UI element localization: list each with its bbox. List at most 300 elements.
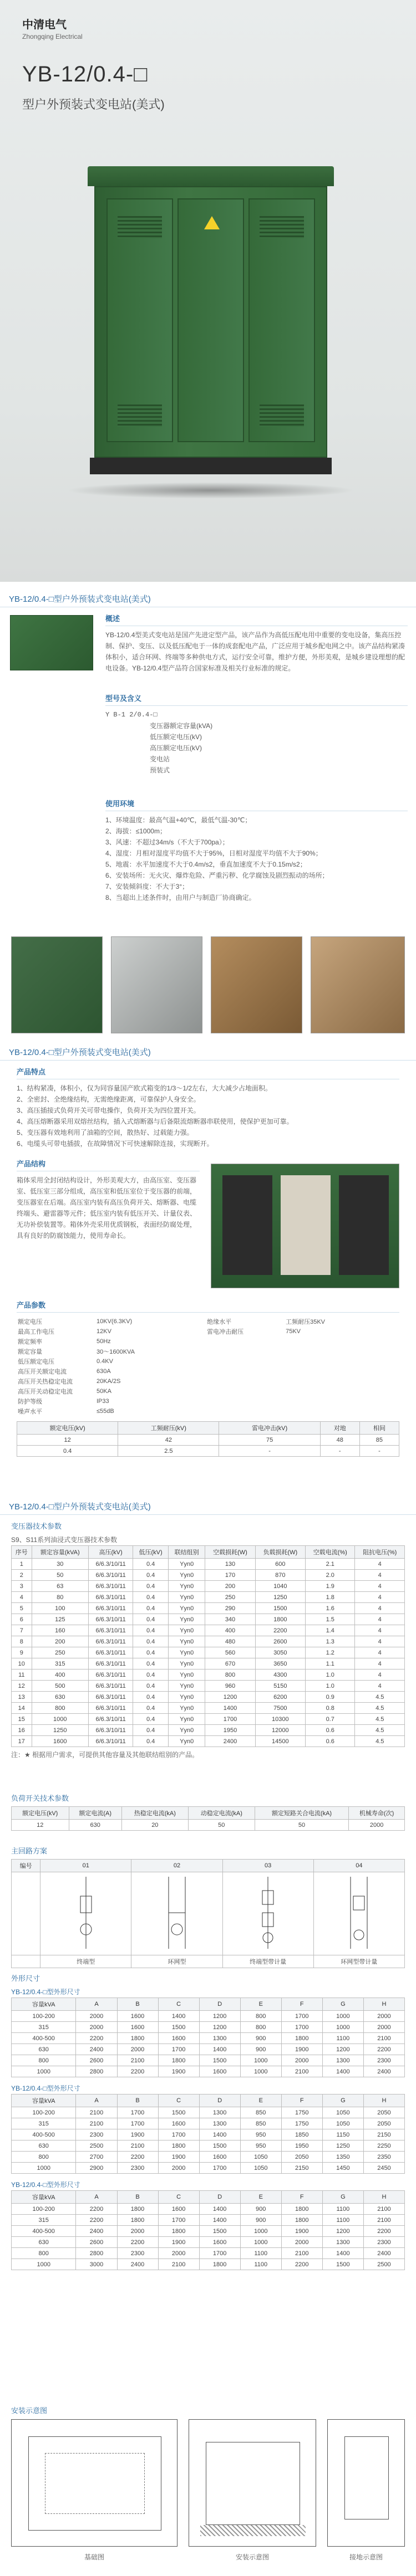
feature-item: 3、高压插接式负荷开关可带电操作，负荷开关为四位置开关。 bbox=[17, 1107, 200, 1114]
table-cell: 6/6.3/10/11 bbox=[89, 1592, 133, 1603]
table-cell: 0.4 bbox=[133, 1725, 169, 1736]
table-cell: 7500 bbox=[255, 1703, 305, 1714]
table-cell: 63 bbox=[32, 1581, 88, 1592]
table-cell: 2300 bbox=[117, 2248, 158, 2259]
table-cell: 2800 bbox=[76, 2066, 117, 2077]
table-cell: 1.8 bbox=[305, 1592, 354, 1603]
transformer-row bbox=[12, 1681, 405, 1692]
table-header-cell: F bbox=[281, 1998, 322, 2011]
table-cell: 4 bbox=[355, 1559, 405, 1570]
table-cell: 0.4 bbox=[133, 1581, 169, 1592]
table-cell: 870 bbox=[255, 1570, 305, 1581]
transformer-row bbox=[12, 1725, 405, 1736]
table-header-cell: E bbox=[240, 2094, 281, 2107]
table-cell: 1900 bbox=[158, 2066, 199, 2077]
table-cell: 2500 bbox=[76, 2140, 117, 2152]
table-header-cell: 高压(kV) bbox=[89, 1546, 133, 1559]
table-cell: 1850 bbox=[281, 2129, 322, 2140]
table-cell: 0.4 bbox=[133, 1647, 169, 1658]
table-cell: 1600 bbox=[158, 2204, 199, 2215]
dims-group-label: YB-12/0.4-□型外形尺寸 bbox=[11, 1988, 80, 1996]
table-header-cell: B bbox=[117, 1998, 158, 2011]
table-cell: 17 bbox=[12, 1736, 32, 1747]
table-cell: 600 bbox=[255, 1559, 305, 1570]
switch-table-title: 负荷开关技术参数 bbox=[11, 1794, 69, 1802]
table-cell: 8 bbox=[12, 1636, 32, 1647]
transformer-row bbox=[12, 1570, 405, 1581]
table-cell: 960 bbox=[205, 1681, 255, 1692]
product-photo-3 bbox=[211, 936, 302, 1033]
table-cell: 2100 bbox=[158, 2259, 199, 2270]
table-cell: 130 bbox=[205, 1559, 255, 1570]
table-cell: 1040 bbox=[255, 1581, 305, 1592]
table-cell: 6/6.3/10/11 bbox=[89, 1581, 133, 1592]
table-cell: 900 bbox=[240, 2044, 281, 2055]
table-cell: 2150 bbox=[363, 2129, 404, 2140]
table-cell: 2000 bbox=[76, 2011, 117, 2022]
transformer-row bbox=[12, 1592, 405, 1603]
foundation-drawing bbox=[11, 2419, 177, 2547]
transformer-table-subtitle: S9、S11系列油浸式变压器技术参数 bbox=[11, 1536, 118, 1544]
table-cell: 0.8 bbox=[305, 1703, 354, 1714]
table-cell: 1600 bbox=[199, 2237, 240, 2248]
install-title: 安装示意图 bbox=[11, 2406, 48, 2415]
table-header-cell: 低压(kV) bbox=[133, 1546, 169, 1559]
table-cell: Yyn0 bbox=[169, 1681, 205, 1692]
scheme-block bbox=[11, 1845, 405, 1968]
table-cell: 1300 bbox=[199, 2107, 240, 2118]
table-cell: 1000 bbox=[240, 2237, 281, 2248]
table-cell: 1800 bbox=[158, 2055, 199, 2066]
table-cell: 4.5 bbox=[355, 1714, 405, 1725]
overview-title: 概述 bbox=[105, 613, 408, 626]
table-header-cell: E bbox=[240, 1998, 281, 2011]
table-cell: 2500 bbox=[363, 2259, 404, 2270]
table-cell: 10 bbox=[12, 1658, 32, 1669]
table-cell: 1700 bbox=[199, 2248, 240, 2259]
table-cell: 2400 bbox=[363, 2248, 404, 2259]
table-cell: 6/6.3/10/11 bbox=[89, 1681, 133, 1692]
table-cell: 50 bbox=[255, 1820, 348, 1831]
table-cell: Yyn0 bbox=[169, 1692, 205, 1703]
table-cell: 1100 bbox=[240, 2259, 281, 2270]
table-cell: 0.9 bbox=[305, 1692, 354, 1703]
table-cell: 170 bbox=[205, 1570, 255, 1581]
table-cell: 2100 bbox=[363, 2215, 404, 2226]
table-cell: 1700 bbox=[281, 2011, 322, 2022]
table-cell: 2200 bbox=[363, 2044, 404, 2055]
dims-row bbox=[12, 2237, 405, 2248]
table-cell: 2800 bbox=[76, 2248, 117, 2259]
table-header-cell: 额定容量(kVA) bbox=[32, 1546, 88, 1559]
table-cell: 100-200 bbox=[12, 2011, 76, 2022]
feature-item: 5、变压器有效地利用了油箱的空间，散热好、过载能力强。 bbox=[17, 1129, 194, 1136]
table-header-cell: 空载电流(%) bbox=[305, 1546, 354, 1559]
table-cell: 4 bbox=[355, 1636, 405, 1647]
caption-ground: 接地示意图 bbox=[349, 2553, 383, 2561]
model-line: 变电站 bbox=[150, 755, 170, 763]
table-cell: 1800 bbox=[255, 1614, 305, 1625]
structure-block bbox=[17, 1158, 200, 1241]
table-cell: Yyn0 bbox=[169, 1636, 205, 1647]
table-cell: 900 bbox=[240, 2204, 281, 2215]
table-cell: 250 bbox=[205, 1592, 255, 1603]
table-header-cell: 容量kVA bbox=[12, 2094, 76, 2107]
table-cell: 0.4 bbox=[133, 1592, 169, 1603]
table-header-cell: 阻抗电压(%) bbox=[355, 1546, 405, 1559]
table-cell: Yyn0 bbox=[169, 1625, 205, 1636]
table-cell: 4 bbox=[355, 1647, 405, 1658]
table-cell: 1.3 bbox=[305, 1636, 354, 1647]
table-cell: 0.4 bbox=[133, 1669, 169, 1681]
table-cell: 0.4 bbox=[133, 1692, 169, 1703]
table-cell: 0.4 bbox=[133, 1625, 169, 1636]
table-cell: 7 bbox=[12, 1625, 32, 1636]
feature-item: 6、电缆头可带电插拔，在故障情况下可快速解除连接，实现断开。 bbox=[17, 1140, 214, 1148]
dims-row bbox=[12, 2118, 405, 2129]
scheme-diagram-03 bbox=[246, 1874, 290, 1952]
table-cell: 0.4 bbox=[133, 1559, 169, 1570]
table-cell: 1300 bbox=[322, 2055, 363, 2066]
model-line: 变压器额定容量(kVA) bbox=[150, 722, 213, 730]
table-cell: 630 bbox=[69, 1820, 121, 1831]
table-cell: 2000 bbox=[281, 2237, 322, 2248]
table-cell: 1600 bbox=[199, 2152, 240, 2163]
table-cell: 800 bbox=[12, 2248, 76, 2259]
table-header-cell: D bbox=[199, 2191, 240, 2204]
table-cell: 2150 bbox=[281, 2163, 322, 2174]
table-cell: 4.5 bbox=[355, 1736, 405, 1747]
table-cell: 6/6.3/10/11 bbox=[89, 1614, 133, 1625]
table-cell: 125 bbox=[32, 1614, 88, 1625]
table-cell: 1000 bbox=[322, 2022, 363, 2033]
table-cell: 50 bbox=[32, 1570, 88, 1581]
table-cell: 0.4 bbox=[133, 1603, 169, 1614]
table-cell: 12000 bbox=[255, 1725, 305, 1736]
table-cell: 6/6.3/10/11 bbox=[89, 1736, 133, 1747]
dims-table bbox=[11, 2190, 405, 2270]
table-cell: 2050 bbox=[363, 2107, 404, 2118]
product-subtitle: 型户外预装式变电站(美式) bbox=[22, 98, 165, 111]
overview-block bbox=[105, 613, 408, 674]
table-cell: 10300 bbox=[255, 1714, 305, 1725]
table-cell: Yyn0 bbox=[169, 1725, 205, 1736]
table-cell: 1500 bbox=[158, 2107, 199, 2118]
table-cell: 100 bbox=[32, 1603, 88, 1614]
scheme-diagram-02 bbox=[155, 1874, 199, 1952]
condition-item: 7、安装倾斜度：不大于3°； bbox=[105, 883, 189, 890]
table-cell: 1300 bbox=[199, 2118, 240, 2129]
table-header-cell: 热稳定电流(kA) bbox=[121, 1807, 188, 1820]
table-cell: 2200 bbox=[363, 2226, 404, 2237]
table-cell: 12 bbox=[12, 1820, 69, 1831]
table-cell: 6/6.3/10/11 bbox=[89, 1658, 133, 1669]
table-cell: 1900 bbox=[158, 2237, 199, 2248]
features-title: 产品特点 bbox=[17, 1066, 399, 1079]
table-cell: 1950 bbox=[281, 2140, 322, 2152]
table-cell: 13 bbox=[12, 1692, 32, 1703]
table-cell: 2700 bbox=[76, 2152, 117, 2163]
table-cell: 2200 bbox=[76, 2204, 117, 2215]
table-cell: 400 bbox=[205, 1625, 255, 1636]
transformer-table-title: 变压器技术参数 bbox=[11, 1522, 62, 1530]
table-cell: 480 bbox=[205, 1636, 255, 1647]
table-cell: 800 bbox=[32, 1703, 88, 1714]
table-cell: 1200 bbox=[205, 1692, 255, 1703]
table-header-cell: A bbox=[76, 2191, 117, 2204]
condition-item: 5、地震：水平加速度不大于0.4m/s2，垂直加速度不大于0.15m/s2； bbox=[105, 861, 307, 868]
table-header-cell: 额定电流(A) bbox=[69, 1807, 121, 1820]
table-cell: 0.4 bbox=[133, 1636, 169, 1647]
table-header-cell: 负载损耗(W) bbox=[255, 1546, 305, 1559]
dims-row bbox=[12, 2033, 405, 2044]
table-cell: 6/6.3/10/11 bbox=[89, 1725, 133, 1736]
dims-row bbox=[12, 2129, 405, 2140]
model-line: 高压额定电压(kV) bbox=[150, 744, 202, 752]
feature-item: 2、全密封、全绝缘结构，无需绝缘距离，可靠保护人身安全。 bbox=[17, 1095, 200, 1103]
table-header-cell: 容量kVA bbox=[12, 1998, 76, 2011]
table-cell: 1900 bbox=[158, 2152, 199, 2163]
table-cell: 1800 bbox=[117, 2033, 158, 2044]
table-cell: 1.2 bbox=[305, 1647, 354, 1658]
table-cell: 1100 bbox=[322, 2215, 363, 2226]
table-cell: 6/6.3/10/11 bbox=[89, 1669, 133, 1681]
substation-cabinet-illustration bbox=[94, 166, 327, 477]
table-cell: Yyn0 bbox=[169, 1658, 205, 1669]
table-cell: 30 bbox=[32, 1559, 88, 1570]
table-cell: 1600 bbox=[158, 2033, 199, 2044]
table-cell: 1800 bbox=[117, 2215, 158, 2226]
table-cell: 1000 bbox=[240, 2055, 281, 2066]
table-cell: 2000 bbox=[76, 2022, 117, 2033]
table-cell: 1400 bbox=[199, 2215, 240, 2226]
product-photo-2 bbox=[111, 936, 202, 1033]
table-cell: 1800 bbox=[281, 2033, 322, 2044]
table-cell: 2200 bbox=[281, 2259, 322, 2270]
table-cell: 5 bbox=[12, 1603, 32, 1614]
scheme-table: 编号 01 02 03 04 终端型 环网型 终端型带计量 环网型带计量 bbox=[11, 1859, 405, 1968]
table-cell: 0.4 bbox=[133, 1703, 169, 1714]
table-cell: 1700 bbox=[117, 2118, 158, 2129]
table-cell: 1400 bbox=[322, 2066, 363, 2077]
model-block bbox=[105, 693, 408, 776]
table-header-cell: D bbox=[199, 2094, 240, 2107]
table-cell: 1200 bbox=[199, 2011, 240, 2022]
table-cell: 1400 bbox=[199, 2044, 240, 2055]
table-cell: 2100 bbox=[117, 2140, 158, 2152]
dims-row bbox=[12, 2226, 405, 2237]
table-cell: 1800 bbox=[281, 2204, 322, 2215]
table-cell: 4 bbox=[355, 1570, 405, 1581]
table-cell: 14 bbox=[12, 1703, 32, 1714]
table-cell: 1900 bbox=[281, 2044, 322, 2055]
structure-text: 箱体采用全封闭结构设计，外形美观大方，由高压室、变压器室、低压室三部分组成，高压室和低压室位于变压器的前端，变压器室在后端。高压室内装有高压负荷开关、熔断器、电缆终端头、避雷器等元件；低压室内装有低压开关、计量仪表、无功补偿装置等。箱体外壳采用优质钢板，表面经防腐处理，具有良好的防腐蚀能力，使用寿命长。 bbox=[17, 1176, 197, 1240]
dims-row bbox=[12, 2259, 405, 2270]
table-cell: 1400 bbox=[199, 2129, 240, 2140]
table-header-cell: D bbox=[199, 1998, 240, 2011]
warning-sign-icon bbox=[204, 216, 220, 229]
table-cell: 400-500 bbox=[12, 2226, 76, 2237]
table-cell: 2000 bbox=[117, 2226, 158, 2237]
table-cell: 1950 bbox=[205, 1725, 255, 1736]
table-cell: 0.6 bbox=[305, 1725, 354, 1736]
table-cell: 1000 bbox=[32, 1714, 88, 1725]
dims-group-label: YB-12/0.4-□型外形尺寸 bbox=[11, 2181, 80, 2189]
table-cell: 2350 bbox=[363, 2152, 404, 2163]
condition-item: 1、环境温度：最高气温+40℃，最低气温-30℃； bbox=[105, 816, 252, 824]
table-header-cell: 额定短路关合电流(kA) bbox=[255, 1807, 348, 1820]
table-cell: 1500 bbox=[199, 2140, 240, 2152]
install-drawing bbox=[189, 2419, 316, 2547]
table-cell: 1000 bbox=[240, 2066, 281, 2077]
transformer-row bbox=[12, 1692, 405, 1703]
table-cell: 900 bbox=[240, 2215, 281, 2226]
table-cell: 630 bbox=[12, 2237, 76, 2248]
table-cell: 2100 bbox=[363, 2204, 404, 2215]
table-cell: 2000 bbox=[349, 1820, 405, 1831]
table-cell: 1050 bbox=[240, 2152, 281, 2163]
table-cell: 2900 bbox=[76, 2163, 117, 2174]
table-cell: 1900 bbox=[281, 2226, 322, 2237]
table-header-cell: 容量kVA bbox=[12, 2191, 76, 2204]
overview-text: YB-12/0.4型美式变电站是国产先进定型产品，该产品作为高低压配电用中重要的变电设备，集高压控制、保护、变压、以及低压配电于一体的成套配电产品，广泛应用于城乡配电网之中。该产品结构紧凑体积小，适合环网、终端等多种供电方式，运行安全可靠，维护方便，外形美观，是城乡建设理想的配电设备。YB-12/0.4型产品符合国家标准及相关行业标准的规定。 bbox=[105, 631, 405, 672]
insulation-table: 额定电压(kV) 工频耐压(kV) 雷电冲击(kV) 对地 相间 12 42 75 48 85 0.4 2.5 - - - bbox=[17, 1421, 399, 1457]
transformer-row bbox=[12, 1658, 405, 1669]
table-cell: 2100 bbox=[76, 2118, 117, 2129]
table-cell: 2400 bbox=[76, 2226, 117, 2237]
table-cell: 2300 bbox=[363, 2237, 404, 2248]
table-cell: 4300 bbox=[255, 1669, 305, 1681]
table-cell: 630 bbox=[32, 1692, 88, 1703]
table-cell: 1.1 bbox=[305, 1658, 354, 1669]
table-cell: 4 bbox=[355, 1681, 405, 1692]
table-cell: 6/6.3/10/11 bbox=[89, 1570, 133, 1581]
table-cell: 1.0 bbox=[305, 1681, 354, 1692]
transformer-row bbox=[12, 1669, 405, 1681]
table-cell: 2 bbox=[12, 1570, 32, 1581]
table-cell: 1000 bbox=[240, 2226, 281, 2237]
table-cell: 250 bbox=[32, 1647, 88, 1658]
feature-item: 4、高压熔断器采用双熔丝结构，插入式熔断器与后备限流熔断器串联使用，使保护更加可靠。 bbox=[17, 1118, 293, 1125]
table-cell: 4 bbox=[355, 1658, 405, 1669]
model-line: 低压额定电压(kV) bbox=[150, 733, 202, 741]
dims-row bbox=[12, 2140, 405, 2152]
table-cell: 4.5 bbox=[355, 1725, 405, 1736]
dims-row bbox=[12, 2055, 405, 2066]
table-cell: 1800 bbox=[281, 2215, 322, 2226]
table-header-cell: H bbox=[363, 2094, 404, 2107]
model-title: 型号及含义 bbox=[105, 693, 408, 706]
table-cell: 6/6.3/10/11 bbox=[89, 1714, 133, 1725]
table-cell: 1 bbox=[12, 1559, 32, 1570]
table-header-cell: B bbox=[117, 2094, 158, 2107]
table-cell: 1400 bbox=[199, 2204, 240, 2215]
transformer-row bbox=[12, 1559, 405, 1570]
table-cell: 2400 bbox=[76, 2044, 117, 2055]
table-cell: 1200 bbox=[322, 2226, 363, 2237]
table-cell: 1700 bbox=[117, 2107, 158, 2118]
table-cell: 500 bbox=[32, 1681, 88, 1692]
table-cell: 900 bbox=[240, 2033, 281, 2044]
table-cell: 2400 bbox=[363, 2066, 404, 2077]
table-cell: 1200 bbox=[199, 2022, 240, 2033]
table-cell: 290 bbox=[205, 1603, 255, 1614]
dims-row bbox=[12, 2163, 405, 2174]
dims-row bbox=[12, 2107, 405, 2118]
table-cell: 1700 bbox=[199, 2163, 240, 2174]
table-cell: 2.0 bbox=[305, 1570, 354, 1581]
table-cell: 1750 bbox=[281, 2107, 322, 2118]
table-cell: 1.0 bbox=[305, 1669, 354, 1681]
table-cell: Yyn0 bbox=[169, 1614, 205, 1625]
table-cell: 1100 bbox=[240, 2248, 281, 2259]
table-header-cell: A bbox=[76, 1998, 117, 2011]
transformer-row bbox=[12, 1614, 405, 1625]
table-cell: Yyn0 bbox=[169, 1736, 205, 1747]
table-cell: 1500 bbox=[199, 2055, 240, 2066]
table-cell: 6/6.3/10/11 bbox=[89, 1559, 133, 1570]
table-cell: 1000 bbox=[12, 2259, 76, 2270]
table-cell: 2300 bbox=[76, 2129, 117, 2140]
table-cell: 200 bbox=[205, 1581, 255, 1592]
scheme-diagram-01 bbox=[64, 1874, 108, 1952]
table-cell: 2200 bbox=[117, 2066, 158, 2077]
dims-row bbox=[12, 2022, 405, 2033]
table-cell: 850 bbox=[240, 2118, 281, 2129]
table-cell: 315 bbox=[32, 1658, 88, 1669]
table-cell: 2600 bbox=[76, 2237, 117, 2248]
table-cell: 2300 bbox=[363, 2055, 404, 2066]
table-header-cell: F bbox=[281, 2094, 322, 2107]
table-cell: Yyn0 bbox=[169, 1714, 205, 1725]
table-header-cell: H bbox=[363, 2191, 404, 2204]
table-cell: 6/6.3/10/11 bbox=[89, 1603, 133, 1614]
table-cell: 1150 bbox=[322, 2129, 363, 2140]
table-cell: 0.4 bbox=[133, 1736, 169, 1747]
table-cell: 2300 bbox=[117, 2163, 158, 2174]
hero-banner bbox=[0, 0, 416, 582]
table-cell: 2600 bbox=[76, 2055, 117, 2066]
table-cell: 1.4 bbox=[305, 1625, 354, 1636]
table-cell: 2000 bbox=[363, 2011, 404, 2022]
table-header-cell: G bbox=[322, 2191, 363, 2204]
table-cell: 1400 bbox=[322, 2248, 363, 2259]
table-cell: 100-200 bbox=[12, 2204, 76, 2215]
table-cell: 2100 bbox=[117, 2055, 158, 2066]
table-cell: 3650 bbox=[255, 1658, 305, 1669]
dims-row bbox=[12, 2215, 405, 2226]
table-cell: 800 bbox=[240, 2011, 281, 2022]
transformer-table-block bbox=[11, 1520, 405, 1760]
table-cell: Yyn0 bbox=[169, 1559, 205, 1570]
conditions-title: 使用环境 bbox=[105, 798, 408, 811]
table-cell: 1450 bbox=[322, 2163, 363, 2174]
scheme-diagram-04 bbox=[337, 1874, 381, 1952]
table-cell: 2250 bbox=[363, 2140, 404, 2152]
brand-name-cn: 中清电气 bbox=[22, 19, 67, 31]
table-header-cell: 序号 bbox=[12, 1546, 32, 1559]
table-cell: 560 bbox=[205, 1647, 255, 1658]
table-cell: 6 bbox=[12, 1614, 32, 1625]
table-cell: 1700 bbox=[205, 1714, 255, 1725]
table-header-cell: 联结组别 bbox=[169, 1546, 205, 1559]
table-cell: 2050 bbox=[363, 2118, 404, 2129]
table-cell: 3 bbox=[12, 1581, 32, 1592]
table-cell: 4 bbox=[355, 1625, 405, 1636]
ground-drawing bbox=[327, 2419, 405, 2547]
table-cell: 6/6.3/10/11 bbox=[89, 1647, 133, 1658]
table-cell: 0.4 bbox=[133, 1681, 169, 1692]
